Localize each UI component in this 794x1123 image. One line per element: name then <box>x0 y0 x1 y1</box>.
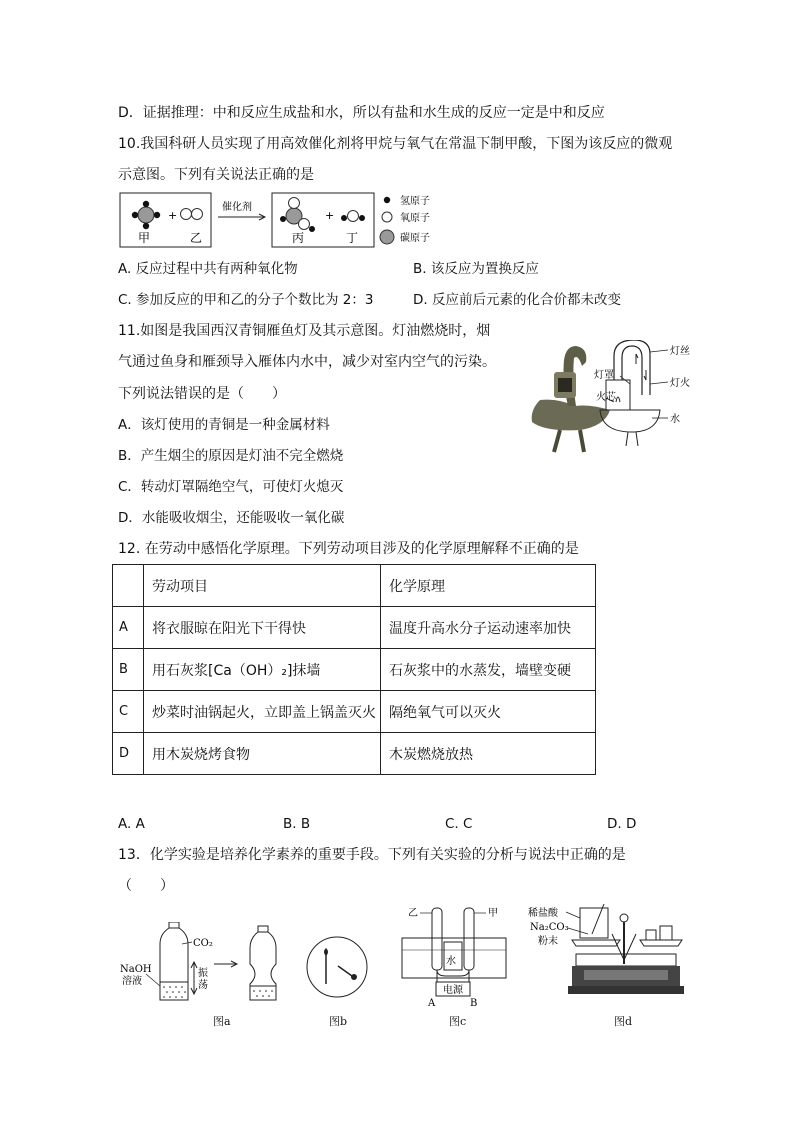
table-row <box>113 649 596 691</box>
q11-stem-line2: 气通过鱼身和雁颈导入雁体内水中，减少对室内空气的污染。 <box>118 354 496 370</box>
label-na2co3: Na₂CO₃ <box>530 922 569 933</box>
table-header-row <box>113 565 596 607</box>
table-header-principle: 化学原理 <box>381 565 596 607</box>
table-row <box>113 607 596 649</box>
q10-option-b[interactable]: B. 该反应为置换反应 <box>413 261 539 277</box>
label-naoh: NaOH <box>120 964 152 975</box>
legend-carbon: 碳原子 <box>400 233 430 244</box>
label-electrode-a: A <box>428 998 436 1009</box>
q12-stem: 12. 在劳动中感悟化学原理。下列劳动项目涉及的化学原理解释不正确的是 <box>118 541 579 557</box>
row-principle: 隔绝氧气可以灭火 <box>381 691 596 733</box>
figure-a-caption: 图a <box>213 1015 231 1028</box>
table-header-project: 劳动项目 <box>144 565 381 607</box>
product-d-label: 丁 <box>346 231 359 245</box>
label-shake-2: 荡 <box>198 980 208 991</box>
q13-stem-line1: 13．化学实验是培养化学素养的重要手段。下列有关实验的分析与说法中正确的是 <box>118 847 626 863</box>
catalyst-label: 催化剂 <box>222 202 252 213</box>
label-yi: 乙 <box>408 908 418 919</box>
row-key: C <box>113 691 144 733</box>
label-lamp-shade: 灯罩 <box>594 370 614 381</box>
q10-option-c[interactable]: C. 参加反应的甲和乙的分子个数比为 2：3 <box>118 292 374 308</box>
legend-hydrogen: 氢原子 <box>400 196 430 207</box>
q12-option-b[interactable]: B. B <box>283 816 311 832</box>
q12-option-a[interactable]: A. A <box>118 816 145 832</box>
row-project: 用木炭烧烤食物 <box>144 733 381 775</box>
q11-option-d[interactable]: D．水能吸收烟尘，还能吸收一氧化碳 <box>118 510 345 526</box>
label-shake-1: 振 <box>198 968 208 979</box>
label-lamp-flame: 灯火 <box>670 378 690 389</box>
table-row <box>113 733 596 775</box>
q11-option-a[interactable]: A．该灯使用的青铜是一种金属材料 <box>118 417 330 433</box>
q12-option-d[interactable]: D. D <box>607 816 637 832</box>
label-co2: CO₂ <box>193 938 213 949</box>
figure-b-caption: 图b <box>329 1015 348 1028</box>
figure-c-caption: 图c <box>449 1015 467 1028</box>
row-project: 用石灰浆[Ca（OH）₂]抹墙 <box>144 649 381 691</box>
row-key: D <box>113 733 144 775</box>
label-powder: 粉末 <box>538 936 558 947</box>
table-row <box>113 691 596 733</box>
row-principle: 木炭燃烧放热 <box>381 733 596 775</box>
figure-d-balance <box>528 904 688 1010</box>
row-key: A <box>113 607 144 649</box>
row-key: B <box>113 649 144 691</box>
label-wick: 火芯 <box>596 392 616 403</box>
q10-option-d[interactable]: D. 反应前后元素的化合价都未改变 <box>413 292 621 308</box>
label-water: 水 <box>670 414 680 425</box>
q10-stem-line2: 示意图。下列有关说法正确的是 <box>118 167 314 183</box>
q11-option-c[interactable]: C．转动灯罩隔绝空气，可使灯火熄灭 <box>118 479 344 495</box>
figure-d-caption: 图d <box>614 1015 633 1028</box>
q11-stem-line1: 11.如图是我国西汉青铜雁鱼灯及其示意图。灯油燃烧时，烟 <box>118 323 491 339</box>
reactant-b-label: 乙 <box>190 231 203 245</box>
q10-reaction-diagram <box>118 188 448 250</box>
label-power-source: 电源 <box>443 985 463 996</box>
label-solution: 溶液 <box>122 976 142 987</box>
q12-option-c[interactable]: C. C <box>445 816 473 832</box>
lamp-schematic <box>592 340 692 450</box>
reactant-a-label: 甲 <box>138 231 151 245</box>
row-principle: 温度升高水分子运动速率加快 <box>381 607 596 649</box>
svg-text:+: + <box>325 209 335 222</box>
q11-stem-line3: 下列说法错误的是（ ） <box>118 386 286 402</box>
figure-c-electrolysis <box>398 902 518 1012</box>
q9-option-d: D．证据推理：中和反应生成盐和水，所以有盐和水生成的反应一定是中和反应 <box>118 105 605 121</box>
q10-option-a[interactable]: A. 反应过程中共有两种氧化物 <box>118 261 298 277</box>
label-dilute-hcl: 稀盐酸 <box>528 908 558 919</box>
labor-table <box>112 564 596 775</box>
figure-a-bottles <box>118 922 298 1032</box>
label-jia: 甲 <box>488 908 498 919</box>
q11-option-b[interactable]: B．产生烟尘的原因是灯油不完全燃烧 <box>118 448 344 464</box>
table-header-key <box>113 565 144 607</box>
row-project: 炒菜时油锅起火，立即盖上锅盖灭火 <box>144 691 381 733</box>
row-project: 将衣服晾在阳光下干得快 <box>144 607 381 649</box>
label-water: 水 <box>446 956 456 967</box>
svg-text:+: + <box>168 209 178 222</box>
q10-stem-line1: 10.我国科研人员实现了用高效催化剂将甲烷与氧气在常温下制甲酸，下图为该反应的微观 <box>118 136 673 152</box>
row-principle: 石灰浆中的水蒸发，墙壁变硬 <box>381 649 596 691</box>
q13-stem-line2: （ ） <box>118 878 174 894</box>
label-lamp-wire: 灯丝 <box>670 346 690 357</box>
legend-oxygen: 氧原子 <box>400 213 430 224</box>
product-c-label: 丙 <box>292 231 305 245</box>
label-electrode-b: B <box>470 998 478 1009</box>
figure-b-match <box>304 934 370 1000</box>
